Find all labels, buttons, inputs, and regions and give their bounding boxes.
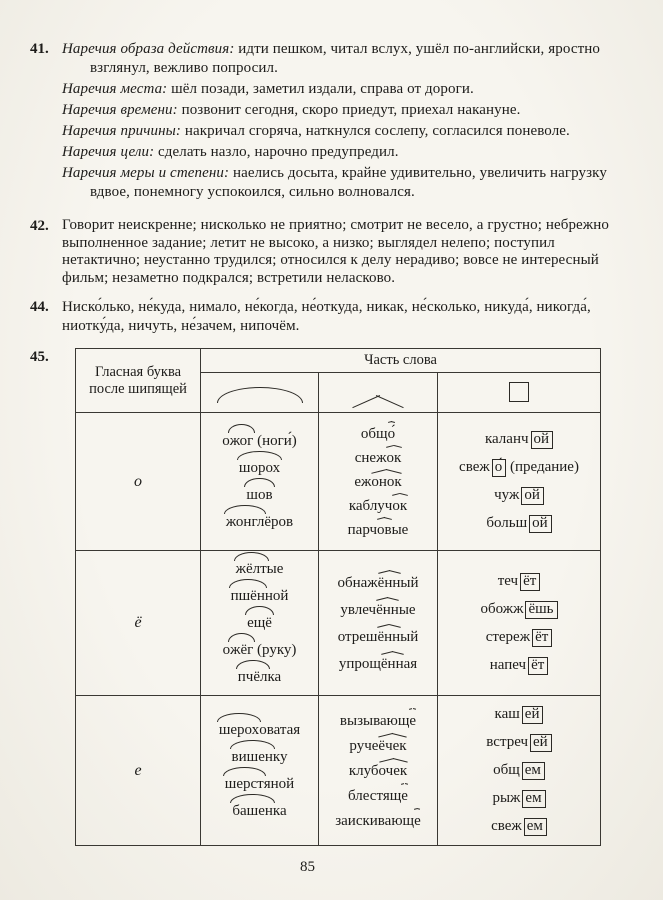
adverb-category-paragraph: Наречия цели: сделать назло, нарочно предупредил. <box>62 144 399 160</box>
suffix-marked-part: о́ <box>387 425 396 442</box>
word-line <box>319 655 437 673</box>
exercise-45 <box>30 348 635 846</box>
annotated-word: стереж ёт <box>486 628 553 647</box>
adverb-category-paragraph: Наречия времени: позвонит сегодня, скоро приедут, приехал накануне. <box>62 102 521 118</box>
word-line <box>319 628 437 646</box>
table-header-row <box>76 349 601 373</box>
suffix-marked-part: ок <box>392 497 408 514</box>
annotated-word: вишенку <box>231 749 288 765</box>
adverb-category-paragraph: Наречия причины: накричал сгоряча, наткнулся сослепу, согласился поневоле. <box>62 123 570 139</box>
annotated-word: ожёг (руку) <box>222 642 297 658</box>
word-line <box>201 721 318 739</box>
suffix-examples-cell <box>319 696 438 846</box>
ending-marked-part: ей <box>530 734 552 752</box>
annotated-word: вызывающе <box>339 712 417 729</box>
annotated-word: рыж ем <box>492 789 545 808</box>
word-line <box>201 432 318 450</box>
adverb-category-paragraph: Наречия меры и степени: наелись досыта, крайне удивительно, увеличить нагрузку вдвое, понемногу успокоился, сильно волновался. <box>62 165 607 200</box>
annotated-word: каланч ой <box>485 430 553 449</box>
word-line <box>438 486 600 505</box>
exercise-41 <box>30 40 635 204</box>
root-marked-part: шорох <box>238 460 281 476</box>
word-line <box>201 560 318 578</box>
annotated-word <box>246 486 272 504</box>
word-line <box>438 514 600 533</box>
vowel-letter-cell: о <box>76 413 201 551</box>
annotated-word: обожж ёшь <box>480 600 557 619</box>
root-marked-part: шерст <box>224 776 264 792</box>
exercise-number: 42. <box>30 218 49 234</box>
word-line <box>438 789 600 808</box>
suffix-examples-cell <box>319 413 438 551</box>
root-marked-part: ещё <box>247 615 272 631</box>
word-line <box>201 802 318 820</box>
annotated-word: каш ей <box>495 705 544 724</box>
ending-marked-part: ёт <box>532 629 552 647</box>
ending-examples-cell <box>438 551 601 696</box>
table-row <box>76 696 601 846</box>
category-label: Наречия времени: <box>62 102 178 118</box>
word-line <box>319 425 437 443</box>
annotated-word: напеч ёт <box>490 656 549 675</box>
annotated-word: клубочек <box>348 762 408 779</box>
annotated-word: снежок <box>354 449 402 466</box>
suffix-marked-part: ённ <box>376 601 399 618</box>
word-line <box>319 449 437 467</box>
root-marked-part: башен <box>232 803 273 819</box>
word-line <box>201 748 318 766</box>
word-line <box>438 761 600 780</box>
annotated-word: упрощённая <box>338 655 418 672</box>
annotated-word: парчовые <box>347 521 409 538</box>
suffix-marked-part: ов <box>377 521 392 538</box>
annotated-word: отрешённый <box>337 628 419 645</box>
suffix-marked-part: ок <box>386 449 402 466</box>
exercise-number: 45. <box>30 349 49 365</box>
word-line <box>201 587 318 605</box>
exercise-41-body <box>62 40 635 204</box>
ending-marked-part: ой <box>531 431 554 449</box>
suffix-column-header <box>319 373 438 413</box>
root-examples-cell <box>201 696 319 846</box>
span-header: Часть слова <box>201 349 601 373</box>
root-column-header <box>201 373 319 413</box>
word-line <box>319 812 437 830</box>
suffix-caret-icon <box>350 387 406 403</box>
exercise-number: 41. <box>30 41 49 57</box>
word-line <box>319 787 437 805</box>
word-line <box>319 712 437 730</box>
root-arc-icon <box>217 387 303 403</box>
exercise-44-text: Ниско́лько, не́куда, нимало, не́когда, не́откуда, никак, не́сколько, никуда́, никогда́, ниотку́да, ничуть, не́зачем, нипочём. <box>62 299 591 334</box>
word-line <box>438 733 600 752</box>
word-line <box>438 656 600 675</box>
suffix-marked-part: ёчек <box>378 737 407 754</box>
annotated-word: пшённой <box>230 588 289 604</box>
suffix-marked-part: ённ <box>380 655 404 672</box>
adverb-category-paragraph: Наречия образа действия: идти пешком, читал вслух, ушёл по-английски, яростно взглянул, вежливо попросил. <box>62 41 600 76</box>
word-line <box>201 513 318 531</box>
word-line <box>319 574 437 592</box>
root-examples-cell <box>201 413 319 551</box>
annotated-word: обнажённый <box>337 574 419 591</box>
ending-examples-cell <box>438 696 601 846</box>
root-marked-part: жонгл <box>225 514 265 530</box>
root-marked-part: жог <box>229 433 254 449</box>
ending-marked-part: ой <box>521 487 544 505</box>
root-marked-part: пшён <box>230 588 265 604</box>
annotated-word: заискивающе <box>335 812 421 829</box>
annotated-word: блестяще <box>348 787 408 804</box>
word-line <box>319 497 437 515</box>
ending-column-header <box>438 373 601 413</box>
ending-marked-part: ой <box>529 515 552 533</box>
suffix-marked-part: онок <box>371 473 402 490</box>
exercise-42-text: Говорит неискренне; нисколько не приятно; смотрит не весело, а грустно; небрежно выполненное задание; летит не высоко, а низко; выглядел нелепо; поступил нетактично; неустанно трудился; относился к делу нерадиво; вовсе не интересный фильм; незаметно подкрался; встретили неласково. <box>62 217 609 286</box>
page-number: 85 <box>300 859 315 875</box>
annotated-word: свеж ем <box>491 817 547 836</box>
suffix-examples-cell <box>319 551 438 696</box>
word-line <box>319 473 437 491</box>
ending-marked-part: ёт <box>520 573 540 591</box>
word-line <box>438 572 600 591</box>
annotated-word: каблучок <box>348 497 408 514</box>
ending-examples-cell <box>438 413 601 551</box>
annotated-word: шерстяной <box>224 776 295 792</box>
annotated-word: ожог (ноги́) <box>222 433 297 449</box>
exercise-44 <box>30 298 635 335</box>
ending-marked-part: ем <box>524 818 547 836</box>
annotated-word: ручеёчек <box>349 737 407 754</box>
annotated-word <box>247 614 272 632</box>
annotated-word: чуж ой <box>494 486 544 505</box>
annotated-word: теч ёт <box>498 572 541 591</box>
word-line <box>319 737 437 755</box>
vowel-letter-cell: е <box>76 696 201 846</box>
exercise-number: 44. <box>30 299 49 315</box>
root-marked-part: шов <box>246 487 273 503</box>
annotated-word: ежонок <box>354 473 402 490</box>
annotated-word: увлечённые <box>340 601 416 618</box>
annotated-word <box>239 459 280 477</box>
root-marked-part: вишен <box>231 749 273 765</box>
corner-header: Гласная буква после шипящей <box>76 349 201 413</box>
root-marked-part: жёлт <box>235 561 267 577</box>
ending-marked-part: о́ <box>492 459 507 477</box>
ending-square-icon <box>509 382 529 402</box>
word-line <box>319 521 437 539</box>
annotated-word: свеж о́ (предание) <box>459 459 579 475</box>
ending-marked-part: ей <box>522 706 544 724</box>
word-line <box>438 705 600 724</box>
root-marked-part: жёг <box>230 642 254 658</box>
root-examples-cell <box>201 551 319 696</box>
word-line <box>201 486 318 504</box>
category-label: Наречия причины: <box>62 123 182 139</box>
annotated-word: башенка <box>232 803 287 819</box>
suffix-marked-part: е <box>409 712 417 729</box>
table-row <box>76 551 601 696</box>
annotated-word: шероховатая <box>218 722 301 738</box>
ending-marked-part: ем <box>522 762 545 780</box>
annotated-word: жёлтые <box>235 561 284 577</box>
word-line <box>201 459 318 477</box>
word-line <box>201 641 318 659</box>
word-line <box>201 668 318 686</box>
word-line <box>438 817 600 836</box>
adverb-category-paragraph: Наречия места: шёл позади, заметил издали, справа от дороги. <box>62 81 474 97</box>
root-marked-part: шерох <box>218 722 260 738</box>
word-line <box>319 601 437 619</box>
annotated-word: пчёлка <box>237 669 282 685</box>
ending-marked-part: ёшь <box>525 601 557 619</box>
suffix-marked-part: е <box>414 812 421 829</box>
ending-marked-part: ёт <box>528 657 548 675</box>
suffix-marked-part: е <box>401 787 408 804</box>
category-label: Наречия места: <box>62 81 168 97</box>
annotated-word: общо́ <box>360 425 396 442</box>
exercise-42 <box>30 217 635 287</box>
root-marked-part: пчёл <box>237 669 268 685</box>
category-label: Наречия образа действия: <box>62 41 235 57</box>
ending-marked-part: ем <box>522 790 545 808</box>
word-line <box>438 430 600 449</box>
suffix-marked-part: ённ <box>377 574 401 591</box>
suffix-marked-part: очек <box>378 762 408 779</box>
annotated-word: общ ем <box>493 761 545 780</box>
word-line <box>319 762 437 780</box>
annotated-word: больш ой <box>486 514 551 533</box>
suffix-marked-part: ённ <box>377 628 401 645</box>
word-line <box>201 614 318 632</box>
word-line <box>201 775 318 793</box>
word-line <box>438 458 600 477</box>
table-row <box>76 413 601 551</box>
word-line <box>438 600 600 619</box>
annotated-word: встреч ей <box>486 733 551 752</box>
annotated-word: жонглёров <box>225 514 294 530</box>
vowel-letter-cell: ё <box>76 551 201 696</box>
word-parts-table <box>75 348 601 846</box>
word-line <box>438 628 600 647</box>
category-label: Наречия меры и степени: <box>62 165 230 181</box>
category-label: Наречия цели: <box>62 144 155 160</box>
